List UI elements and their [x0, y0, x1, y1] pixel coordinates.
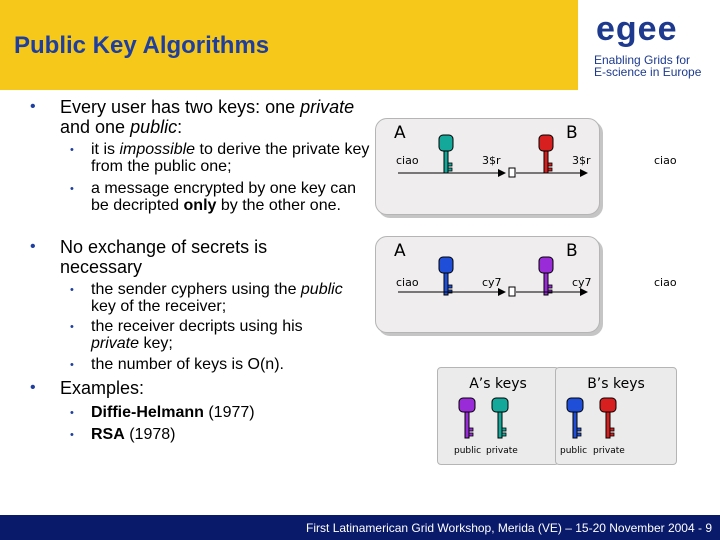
bullet-2-sub-1 — [91, 281, 351, 315]
sub-bullet-marker: • — [70, 429, 74, 441]
text: (1977) — [203, 404, 255, 421]
ciphertext-right: cy7 — [572, 276, 592, 289]
key-icon — [539, 135, 553, 173]
a-keys-panel — [437, 367, 559, 465]
text: the sender cyphers using the — [91, 281, 301, 298]
channel-icon — [509, 287, 515, 296]
a-private-caption: private — [486, 446, 518, 456]
bullet-marker: • — [30, 98, 36, 115]
sub-bullet-marker: • — [70, 359, 74, 371]
bullet-1-em-private: private — [300, 97, 355, 117]
key-icon — [439, 135, 453, 173]
b-keys-title: B’s keys — [587, 376, 645, 392]
text-strong: RSA — [91, 426, 125, 443]
arrow-head — [580, 169, 588, 177]
footer-bar — [0, 515, 720, 540]
b-keys-panel — [555, 367, 677, 465]
bullet-1-pre: Every user has two keys: one — [60, 97, 301, 117]
plaintext-left: ciao — [396, 154, 419, 167]
sub-bullet-marker: • — [70, 321, 74, 333]
egee-logo — [578, 0, 720, 90]
logo-text: egee — [596, 10, 678, 48]
plaintext-right: ciao — [654, 154, 677, 167]
text: by the other one. — [216, 197, 341, 214]
text: it is — [91, 141, 120, 158]
sender-label: A — [394, 241, 406, 261]
key-icon — [459, 398, 475, 438]
bullet-1-mid: and one — [60, 117, 131, 137]
logo-tagline-1: Enabling Grids for — [594, 53, 691, 67]
encryption-panel-1 — [375, 118, 677, 215]
logo-tagline — [594, 54, 701, 78]
text: to derive the private key from the public one; — [91, 141, 370, 175]
receiver-label: B — [566, 241, 578, 261]
panel-1-graphics — [376, 119, 599, 214]
bullet-2: No exchange of secrets is necessary — [60, 237, 268, 277]
receiver-label: B — [566, 123, 578, 143]
arrow-head — [498, 169, 506, 177]
text: a message encrypted by one key can be decripted — [91, 180, 357, 214]
arrow-head — [498, 288, 506, 296]
text-em: private — [91, 335, 140, 352]
text: (1978) — [124, 426, 176, 443]
slide-title: Public Key Algorithms — [14, 32, 270, 59]
key-icon — [600, 398, 616, 438]
bullet-3-sub-1 — [91, 404, 371, 421]
ciphertext-right: 3$r — [572, 154, 591, 167]
arrow-head — [580, 288, 588, 296]
plaintext-right: ciao — [654, 276, 677, 289]
footer-text: First Latinamerican Grid Workshop, Merida (VE) – 15-20 November 2004 - 9 — [306, 521, 712, 535]
b-private-caption: private — [593, 446, 625, 456]
logo-wordmark — [596, 10, 678, 49]
bullet-marker: • — [30, 379, 36, 396]
bullet-1-sub-1 — [91, 141, 371, 175]
bullet-3: Examples: — [60, 378, 145, 398]
bullet-1-sub-2 — [91, 180, 366, 214]
a-public-caption: public — [454, 446, 482, 456]
key-icon — [567, 398, 583, 438]
text-em: public — [300, 281, 343, 298]
text: key; — [139, 335, 173, 352]
b-public-caption: public — [560, 446, 588, 456]
ciphertext-left: cy7 — [482, 276, 502, 289]
bullet-marker: • — [30, 238, 36, 255]
text-em: impossible — [119, 141, 196, 158]
bullet-1-post: : — [177, 117, 183, 137]
sender-label: A — [394, 123, 406, 143]
bullet-2-sub-2 — [91, 318, 351, 352]
encryption-panel-2 — [375, 236, 677, 333]
key-icon — [439, 257, 453, 295]
bullet-2-sub-3: the number of keys is O(n). — [91, 356, 284, 373]
bullet-1 — [60, 97, 360, 137]
plaintext-left: ciao — [396, 276, 419, 289]
bullet-3-sub-2 — [91, 426, 371, 443]
text: key of the receiver; — [91, 298, 227, 315]
ciphertext-left: 3$r — [482, 154, 501, 167]
key-icon — [492, 398, 508, 438]
text: the receiver decripts using his — [91, 318, 303, 335]
logo-tagline-2: E-science in Europe — [594, 65, 702, 79]
channel-icon — [509, 168, 515, 177]
panel-2-graphics — [376, 237, 599, 332]
sub-bullet-marker: • — [70, 407, 74, 419]
a-keys-title: A’s keys — [469, 376, 527, 392]
sub-bullet-marker: • — [70, 183, 74, 195]
bullet-1-em-public: public — [130, 117, 178, 137]
sub-bullet-marker: • — [70, 144, 74, 156]
text-strong: Diffie-Helmann — [91, 404, 204, 421]
sub-bullet-marker: • — [70, 284, 74, 296]
text-strong: only — [183, 197, 217, 214]
key-icon — [539, 257, 553, 295]
